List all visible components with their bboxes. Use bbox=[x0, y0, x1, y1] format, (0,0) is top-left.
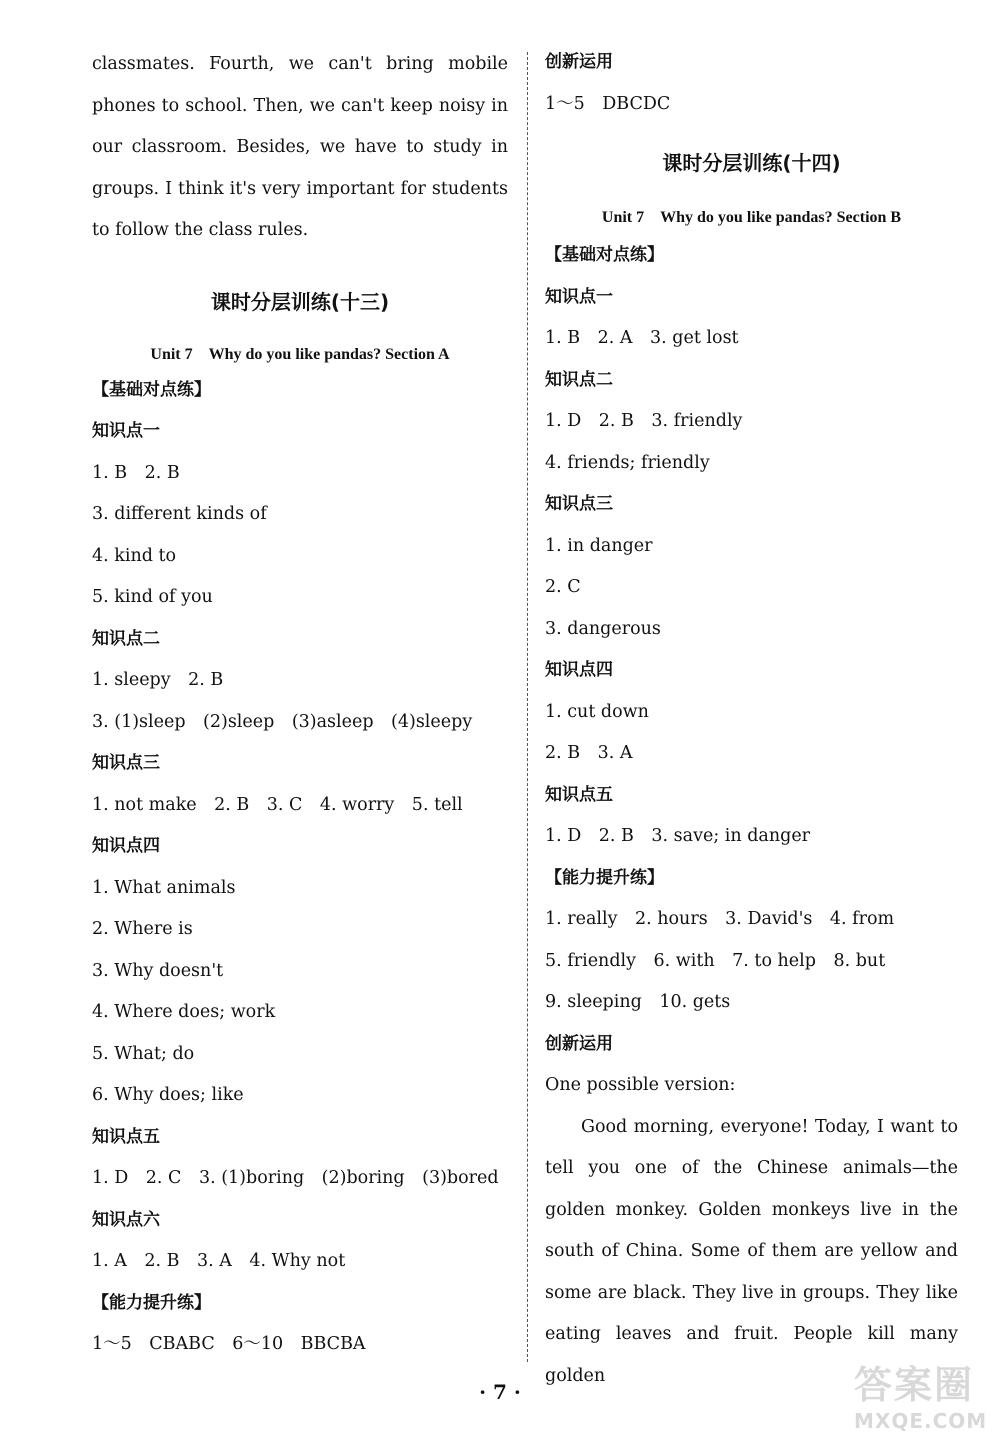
answer-line: 1. in danger bbox=[545, 535, 653, 556]
answer-line: 9. sleeping 10. gets bbox=[545, 992, 731, 1012]
knowledge-point-5: 知识点五 bbox=[545, 784, 613, 805]
answer-line: 1. sleepy 2. B bbox=[92, 670, 224, 690]
right-column bbox=[545, 40, 958, 1397]
section-title-13: 课时分层训练(十三) bbox=[210, 289, 390, 314]
answer-line: 5. friendly 6. with 7. to help 8. but bbox=[545, 950, 886, 971]
knowledge-point-1: 知识点一 bbox=[92, 421, 160, 441]
innovation-heading-top: 创新运用 bbox=[545, 52, 613, 72]
answer-line: 1. What animals bbox=[92, 877, 236, 898]
answer-line: 3. (1)sleep (2)sleep (3)asleep (4)sleepy bbox=[92, 711, 473, 732]
knowledge-point-3: 知识点三 bbox=[545, 494, 613, 514]
answer-line: One possible version: bbox=[545, 1075, 736, 1095]
answer-line: 4. kind to bbox=[92, 545, 177, 566]
answer-line: 5. kind of you bbox=[92, 587, 213, 607]
watermark-logo bbox=[854, 1354, 988, 1438]
answer-line: 1. not make 2. B 3. C 4. worry 5. tell bbox=[92, 794, 463, 815]
answer-line: 3. different kinds of bbox=[92, 504, 267, 524]
answer-line: 1～5 DBCDC bbox=[545, 93, 671, 114]
innovation-heading: 创新运用 bbox=[545, 1033, 613, 1054]
knowledge-point-1: 知识点一 bbox=[545, 286, 613, 307]
watermark-text-top: 答案圈 bbox=[854, 1363, 975, 1407]
left-column bbox=[92, 40, 508, 1366]
answer-line: 1. D 2. C 3. (1)boring (2)boring (3)bored bbox=[92, 1168, 499, 1188]
basic-practice-heading: 【基础对点练】 bbox=[92, 379, 211, 400]
knowledge-point-3: 知识点三 bbox=[92, 753, 160, 773]
answer-line: 6. Why does; like bbox=[92, 1085, 244, 1105]
answer-line: 1. A 2. B 3. A 4. Why not bbox=[92, 1251, 346, 1271]
knowledge-point-6: 知识点六 bbox=[92, 1209, 160, 1230]
answer-line: 1. really 2. hours 3. David's 4. from bbox=[545, 909, 895, 929]
answer-line: 4. Where does; work bbox=[92, 1002, 276, 1022]
answer-line: 1. B 2. A 3. get lost bbox=[545, 328, 739, 348]
ability-practice-heading: 【能力提升练】 bbox=[545, 867, 664, 888]
knowledge-point-5: 知识点五 bbox=[92, 1126, 160, 1147]
answer-line: 2. B 3. A bbox=[545, 743, 633, 763]
section-title-14: 课时分层训练(十四) bbox=[662, 151, 841, 175]
knowledge-point-4: 知识点四 bbox=[545, 660, 613, 680]
answer-line: 1. D 2. B 3. save; in danger bbox=[545, 826, 811, 846]
knowledge-point-4: 知识点四 bbox=[92, 836, 160, 856]
knowledge-point-2: 知识点二 bbox=[545, 369, 613, 390]
watermark-text-bottom: MXQE.COM bbox=[854, 1409, 988, 1433]
answer-line: 1. D 2. B 3. friendly bbox=[545, 411, 743, 431]
knowledge-point-2: 知识点二 bbox=[92, 628, 160, 649]
answer-line: 2. C bbox=[545, 577, 581, 597]
answer-line: 1. cut down bbox=[545, 701, 649, 722]
answer-line: 3. dangerous bbox=[545, 618, 661, 639]
unit-heading-b: Unit 7 Why do you like pandas? Section B bbox=[601, 209, 902, 226]
answer-line: 1～5 CBABC 6～10 BBCBA bbox=[92, 1334, 366, 1354]
answer-line: 2. Where is bbox=[92, 919, 193, 939]
unit-heading-a: Unit 7 Why do you like pandas? Section A bbox=[150, 345, 450, 363]
answer-line: 4. friends; friendly bbox=[545, 452, 710, 473]
column-divider bbox=[527, 52, 528, 1362]
answer-line: 5. What; do bbox=[92, 1043, 195, 1064]
intro-paragraph: classmates. Fourth, we can't bring mobile phones to school. Then, we can't keep noisy in our classroom. Besides, we have to study in groups. I think it's very important for students to follow the class rules. bbox=[92, 54, 508, 240]
basic-practice-heading: 【基础对点练】 bbox=[545, 245, 664, 265]
essay-paragraph: Good morning, everyone! Today, I want to tell you one of the Chinese animals—the golden monkey. Golden monkeys live in the south of China. Some of them are yellow and some are black. They live in groups. They like eating leaves and fruit. People kill many golden bbox=[545, 1116, 958, 1386]
answer-line: 3. Why doesn't bbox=[92, 960, 224, 981]
answer-line: 1. B 2. B bbox=[92, 462, 180, 483]
page-number: · 7 · bbox=[479, 1380, 521, 1404]
ability-practice-heading: 【能力提升练】 bbox=[92, 1292, 211, 1313]
